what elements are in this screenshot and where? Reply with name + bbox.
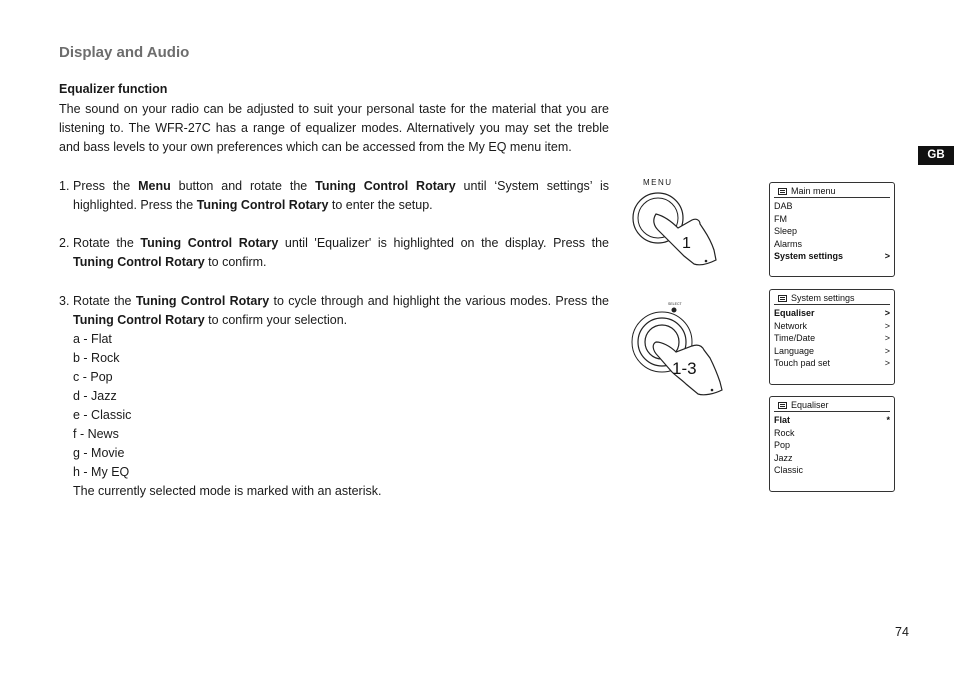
step-keyword: Tuning Control Rotary	[315, 179, 456, 193]
rotary-press-illustration	[628, 184, 728, 270]
menu-item-sleep: Sleep	[774, 226, 798, 236]
step-label-1-3: 1-3	[672, 359, 697, 378]
menu-button-label: MENU	[643, 178, 673, 187]
step-text-part: Press the	[73, 179, 139, 193]
step-text-part: to confirm.	[204, 255, 267, 269]
mode-item: a - Flat	[73, 332, 112, 346]
mode-item: h - My EQ	[73, 465, 130, 479]
mode-note: The currently selected mode is marked with an asterisk.	[73, 484, 382, 498]
step-text-part: Rotate the	[73, 294, 136, 308]
step-text	[73, 234, 609, 272]
menu-list-icon	[778, 295, 787, 302]
step-keyword: Tuning Control Rotary	[73, 313, 205, 327]
menu-list-icon	[778, 402, 787, 409]
menu-item-dab: DAB	[774, 201, 793, 211]
step-number: 1.	[59, 179, 70, 193]
mode-item: e - Classic	[73, 408, 132, 422]
step-keyword: Tuning Control Rotary	[73, 255, 205, 269]
menu-item-language: Language >	[774, 345, 890, 356]
display-system-settings	[769, 289, 895, 385]
display-header	[774, 290, 890, 305]
section-title: Display and Audio	[59, 44, 190, 61]
step-keyword: Menu	[138, 179, 171, 193]
menu-item-alarms: Alarms	[774, 238, 803, 249]
mode-item: c - Pop	[73, 370, 113, 384]
step-text-part: button and rotate the	[170, 179, 316, 193]
eq-item-flat: Flat *	[774, 415, 890, 425]
step-keyword: Tuning Control Rotary	[140, 236, 279, 250]
menu-item-equaliser: Equaliser >	[774, 308, 890, 318]
step-keyword: Tuning Control Rotary	[196, 198, 329, 212]
display-title: System settings	[791, 293, 855, 303]
mode-item: f - News	[73, 427, 119, 441]
subheading: Equalizer function	[59, 82, 168, 96]
display-header	[774, 397, 890, 412]
step-text-part: to cycle through and highlight the various modes. Press the	[269, 294, 609, 308]
select-label: SELECT	[668, 302, 682, 306]
eq-item-classic: Classic	[774, 465, 804, 475]
step-text-part: until 'Equalizer' is highlighted on the display. Press the	[278, 236, 609, 250]
step-1	[59, 177, 609, 215]
step-text-part: Rotate the	[73, 236, 141, 250]
menu-item-time-date: Time/Date >	[774, 333, 890, 343]
step-text	[73, 177, 609, 215]
mode-item: g - Movie	[73, 446, 125, 460]
intro-paragraph: The sound on your radio can be adjusted to suit your personal taste for the material that you are listening to. The WFR-27C has a range of equalizer modes. Alternatively you may set the treble and bass levels to your own preferences which can be accessed from the My EQ menu item.	[59, 102, 609, 154]
display-title: Equaliser	[791, 400, 829, 410]
mode-item: d - Jazz	[73, 389, 117, 403]
step-2	[59, 234, 609, 272]
menu-list-icon	[778, 188, 787, 195]
menu-item-system-settings: System settings >	[774, 251, 890, 261]
step-keyword: Tuning Control Rotary	[135, 294, 270, 308]
step-3	[59, 292, 609, 501]
step-text-part: to enter the setup.	[328, 198, 433, 212]
mode-item: b - Rock	[73, 351, 120, 365]
page-number: 74	[895, 625, 909, 639]
rotary-turn-illustration	[626, 298, 730, 398]
step-text-part: until ‘System settings’ is highlighted. Press the	[73, 179, 609, 212]
eq-item-jazz: Jazz	[774, 452, 793, 463]
display-header	[774, 183, 890, 198]
step-number: 2.	[59, 236, 70, 250]
language-badge: GB	[918, 146, 954, 165]
menu-item-fm: FM	[774, 213, 787, 224]
menu-item-network: Network >	[774, 320, 890, 331]
step-label-1: 1	[682, 235, 691, 252]
display-main-menu	[769, 182, 895, 277]
display-equaliser	[769, 396, 895, 492]
display-title: Main menu	[791, 186, 836, 196]
menu-item-touch-pad-set: Touch pad set >	[774, 358, 890, 368]
step-text	[73, 292, 609, 501]
select-indicator-icon	[672, 308, 677, 313]
step-text-part: to confirm your selection.	[204, 313, 348, 327]
step-number: 3.	[59, 294, 70, 308]
eq-item-pop: Pop	[774, 440, 791, 450]
eq-item-rock: Rock	[774, 427, 795, 438]
